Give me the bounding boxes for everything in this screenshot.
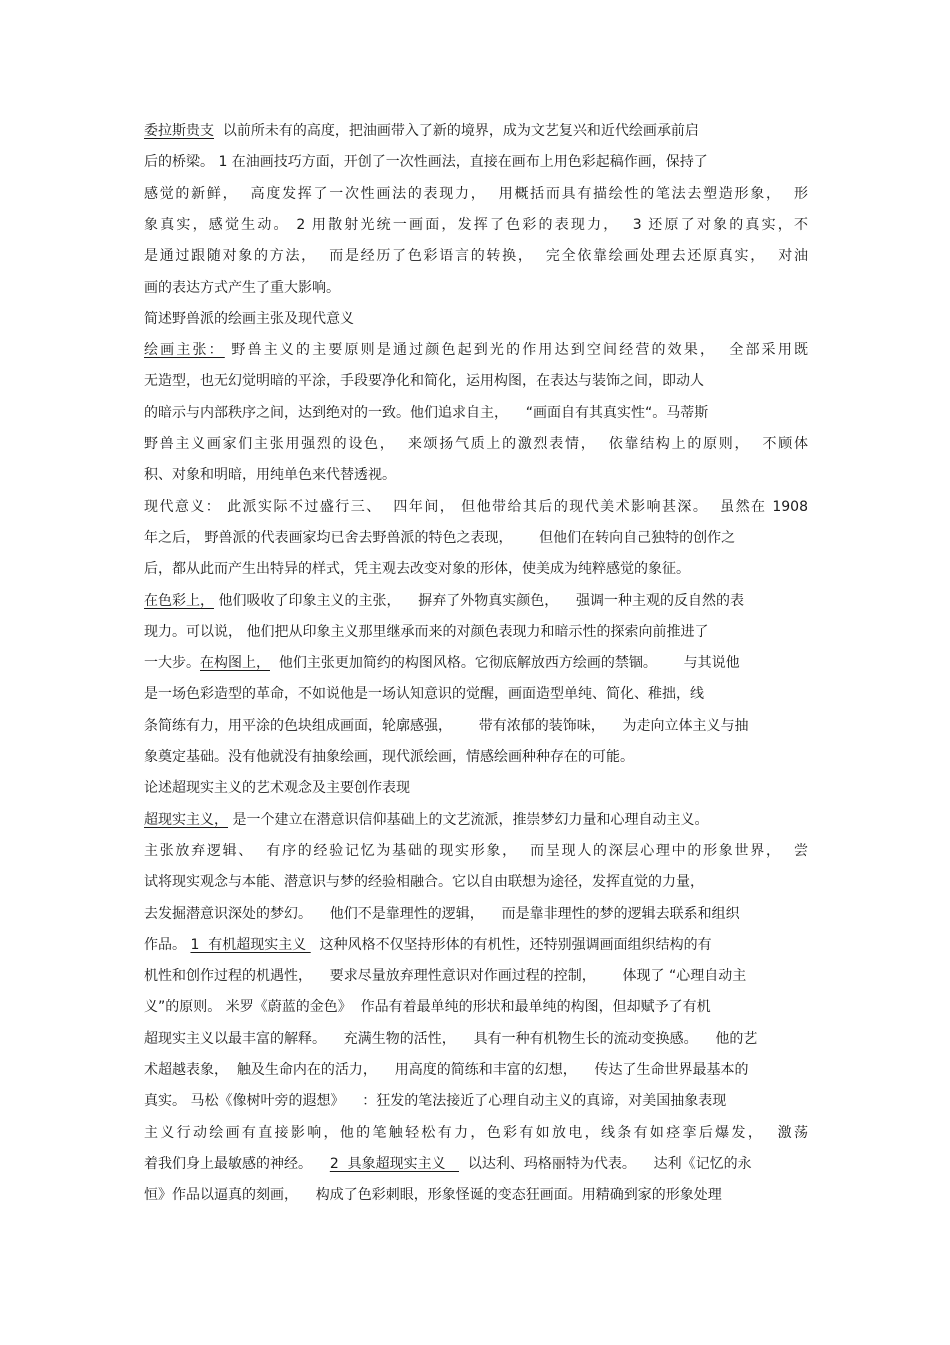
text-line [144,398,808,429]
text-segment: 现代意义： 此派实际不过盛行三、 四年间， 但他带给其后的现代美术影响甚深。 虽然在 1908 [144,498,808,515]
text-line [144,679,808,710]
text-segment: 机性和创作过程的机遇性， 要求尽量放弃理性意识对作画过程的控制， 体现了 “心理自动主 [144,968,747,985]
text-segment: 是通过跟随对象的方法， 而是经历了色彩语言的转换， 完全依靠绘画处理去还原真实， 对油 [144,248,808,265]
text-segment: 这种风格不仅坚持形体的有机性，还特别强调画面组织结构的有 [310,936,712,953]
text-line [144,961,808,992]
text-line [144,1118,808,1149]
text-segment: 主义行动绘画有直接影响，他的笔触轻松有力，色彩有如放电，线条有如痉挛后爆发， 激荡 [144,1124,808,1141]
text-segment: 作品。 [144,936,191,953]
text-segment: 象真实，感觉生动。 2 用散射光统一画面，发挥了色彩的表现力， 3 还原了对象的真实，不 [144,216,808,233]
text-line [144,1180,808,1211]
text-segment: 以达利、玛格丽特为代表。 达利《记忆的永 [458,1155,752,1172]
text-line [144,492,808,523]
text-segment: 年之后， 野兽派的代表画家均已舍去野兽派的特色之表现， 但他们在转向自己独特的创作之 [144,529,736,546]
underlined-term: 超现实主义， [144,811,228,828]
text-segment: 真实。 马松《像树叶旁的遐想》 ：狂发的笔法接近了心理自动主义的真谛，对美国抽象表现 [144,1093,727,1110]
text-line [144,992,808,1023]
text-segment: 论述超现实主义的艺术观念及主要创作表现 [144,780,410,797]
text-segment: 术超越表象， 触及生命内在的活力， 用高度的简练和丰富的幻想， 传达了生命世界最基本的 [144,1062,749,1078]
text-segment: 恒》作品以逼真的刻画， 构成了色彩刺眼，形象怪诞的变态狂画面。用精确到家的形象处理 [144,1187,722,1204]
text-segment: 简述野兽派的绘画主张及现代意义 [144,310,354,327]
underlined-term: 绘画主张： [144,342,225,359]
underlined-term: 1 有机超现实主义 [190,936,311,953]
text-segment: 试将现实观念与本能、潜意识与梦的经验相融合。它以自由联想为途径，发挥直觉的力量， [144,874,704,891]
text-line [144,523,808,554]
text-line [144,1149,808,1180]
text-segment: 去发掘潜意识深处的梦幻。 他们不是靠理性的逻辑， 而是靠非理性的梦的逻辑去联系和组织 [144,905,740,922]
text-line [144,930,808,961]
text-segment: 着我们身上最敏感的神经。 [144,1155,330,1172]
text-segment: 后的桥梁。 1 在油画技巧方面，开创了一次性画法，直接在画布上用色彩起稿作画，保持了 [144,154,708,171]
text-line [144,366,808,397]
text-line [144,241,808,272]
text-line [144,899,808,930]
underlined-term: 2 具象超现实主义 [329,1155,459,1172]
underlined-term: 委拉斯贵支 [144,123,214,139]
text-segment: 义”的原则。 米罗《蔚蓝的金色》 作品有着最单纯的形状和最单纯的构图，但却赋予了有机 [144,999,711,1016]
text-segment: 他们吸收了印象主义的主张， 摒弃了外物真实颜色， 强调一种主观的反自然的表 [214,592,745,609]
text-segment: 后，都从此而产生出特异的样式，凭主观去改变对象的形体，使美成为纯粹感觉的象征。 [144,561,690,578]
text-line [144,1055,808,1086]
text-line [144,210,808,241]
text-line [144,116,808,147]
text-line [144,273,808,304]
text-segment: 现力。可以说， 他们把从印象主义那里继承而来的对颜色表现力和暗示性的探索向前推进了 [144,623,709,640]
text-line [144,1024,808,1055]
text-segment: 以前所未有的高度，把油画带入了新的境界，成为文艺复兴和近代绘画承前启 [214,123,699,139]
text-line [144,429,808,460]
text-line [144,867,808,898]
text-segment: 主张放弃逻辑、 有序的经验记忆为基础的现实形象， 而呈现人的深层心理中的形象世界， 尝 [144,842,808,859]
text-segment: 的暗示与内部秩序之间，达到绝对的一致。他们追求自主， “画面自有其真实性“。马蒂斯 [144,404,709,421]
underlined-term: 在构图上， [200,655,270,672]
text-segment: 野兽主义画家们主张用强烈的设色， 来颂扬气质上的激烈表情， 依靠结构上的原则， 不顾体 [144,436,808,452]
text-segment: 感觉的新鲜， 高度发挥了一次性画法的表现力， 用概括而具有描绘性的笔法去塑造形象， 形 [144,185,808,202]
text-line [144,617,808,648]
text-line [144,742,808,773]
text-segment: 野兽主义的主要原则是通过颜色起到光的作用达到空间经营的效果， 全部采用既 [224,342,808,359]
text-line [144,147,808,178]
text-segment: 积、对象和明暗，用纯单色来代替透视。 [144,467,396,484]
text-line [144,335,808,366]
text-segment: 是一个建立在潜意识信仰基础上的文艺流派，推崇梦幻力量和心理自动主义。 [228,811,709,828]
text-segment: 象奠定基础。没有他就没有抽象绘画，现代派绘画，情感绘画种种存在的可能。 [144,749,634,765]
text-line [144,773,808,804]
text-segment: 画的表达方式产生了重大影响。 [144,279,340,296]
text-line [144,648,808,679]
text-segment: 超现实主义以最丰富的解释。 充满生物的活性， 具有一种有机物生长的流动变换感。 他的艺 [144,1030,758,1047]
text-line [144,711,808,742]
text-line [144,304,808,335]
text-line [144,836,808,867]
text-line [144,1086,808,1117]
text-line [144,586,808,617]
text-line [144,179,808,210]
text-segment: 是一场色彩造型的革命，不如说他是一场认知意识的觉醒，画面造型单纯、简化、稚拙，线 [144,686,704,703]
text-line [144,460,808,491]
text-segment: 一大步。 [144,655,200,672]
text-line [144,554,808,585]
text-segment: 条简练有力，用平涂的色块组成画面，轮廓感强， 带有浓郁的装饰味， 为走向立体主义与抽 [144,717,749,734]
text-segment: 他们主张更加简约的构图风格。它彻底解放西方绘画的禁锢。 与其说他 [270,655,740,672]
underlined-term: 在色彩上， [144,592,214,609]
text-segment: 无造型，也无幻觉明暗的平涂，手段要净化和简化，运用构图，在表达与装饰之间，即动人 [144,373,704,390]
text-line [144,805,808,836]
